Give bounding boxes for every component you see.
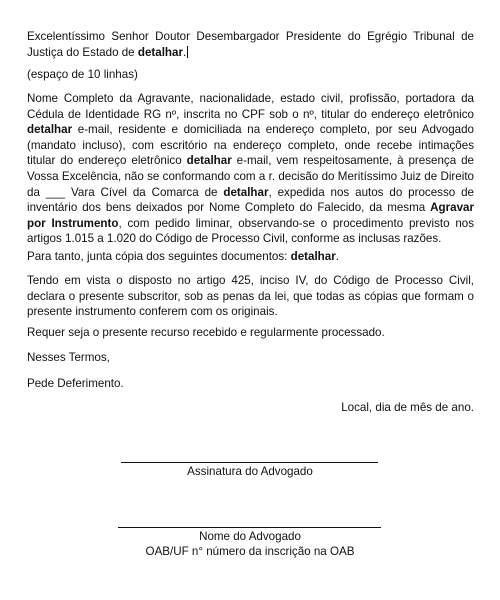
documents-text: Para tanto, junta cópia dos seguintes documentos:: [27, 250, 291, 263]
name-line: [118, 527, 381, 528]
oab-registration: OAB/UF n° número da inscrição na OAB: [145, 545, 355, 558]
qualification-text-4: , expedida nos autos do processo de inventário dos bens deixados por Nome Completo do Falecido, da mesma: [27, 185, 474, 215]
email-placeholder-1: detalhar: [27, 123, 73, 137]
lawyer-name: Nome do Advogado: [199, 530, 301, 543]
documents-placeholder: detalhar: [290, 250, 336, 263]
place-date: Local, dia de mês de ano.: [341, 401, 474, 414]
email-placeholder-2: detalhar: [186, 154, 232, 168]
signature-label: Assinatura do Advogado: [187, 465, 313, 478]
text-cursor: [187, 46, 188, 58]
declaration-paragraph: Tendo em vista o disposto no artigo 425, inciso IV, do Código de Processo Civil, declara o presente subscritor, sob as penas da lei, que todas as cópias que formam o presente instrumento conferem com os originais.: [27, 274, 474, 319]
comarca-placeholder: detalhar: [223, 185, 269, 199]
closing-request: Pede Deferimento.: [27, 377, 124, 390]
qualification-text-3: e-mail, vem respeitosamente, à presença de Vossa Excelência, não se conformando com a r. decisão do Meritíssimo Juiz de Direito da ___ Vara Cível da Comarca de: [27, 154, 474, 199]
signature-line: [121, 462, 378, 463]
request-paragraph: Requer seja o presente recurso recebido e regularmente processado.: [27, 326, 385, 339]
addressee-text: Excelentíssimo Senhor Doutor Desembargador Presidente do Egrégio Tribunal de Justiça do Estado de: [27, 30, 474, 59]
appeal-type: Agravar por Instrumento: [27, 201, 474, 230]
spacing-note: (espaço de 10 linhas): [27, 68, 138, 81]
documents-paragraph: [27, 249, 474, 265]
closing-terms: Nesses Termos,: [27, 351, 110, 364]
addressee-placeholder: detalhar: [137, 45, 183, 59]
addressee-suffix: .: [182, 45, 187, 59]
addressee-paragraph: [27, 29, 474, 60]
qualification-text-1: Nome Completo da Agravante, nacionalidade, estado civil, profissão, portadora da Cédula de Identidade RG nº, inscrita no CPF sob o nº, titular do endereço eletrônico: [27, 92, 474, 121]
qualification-text-5: , com pedido liminar, observando-se o procedimento previsto nos artigos 1.015 a 1.020 do Código de Processo Civil, conforme as inclusas razões.: [27, 216, 475, 246]
documents-suffix: .: [335, 250, 339, 263]
qualification-paragraph: [27, 91, 474, 247]
qualification-text-2: e-mail, residente e domiciliada na endereço completo, por seu Advogado (mandato incluso), com escritório na endereço completo, onde recebe intimações titular do endereço eletrônico: [27, 123, 474, 168]
